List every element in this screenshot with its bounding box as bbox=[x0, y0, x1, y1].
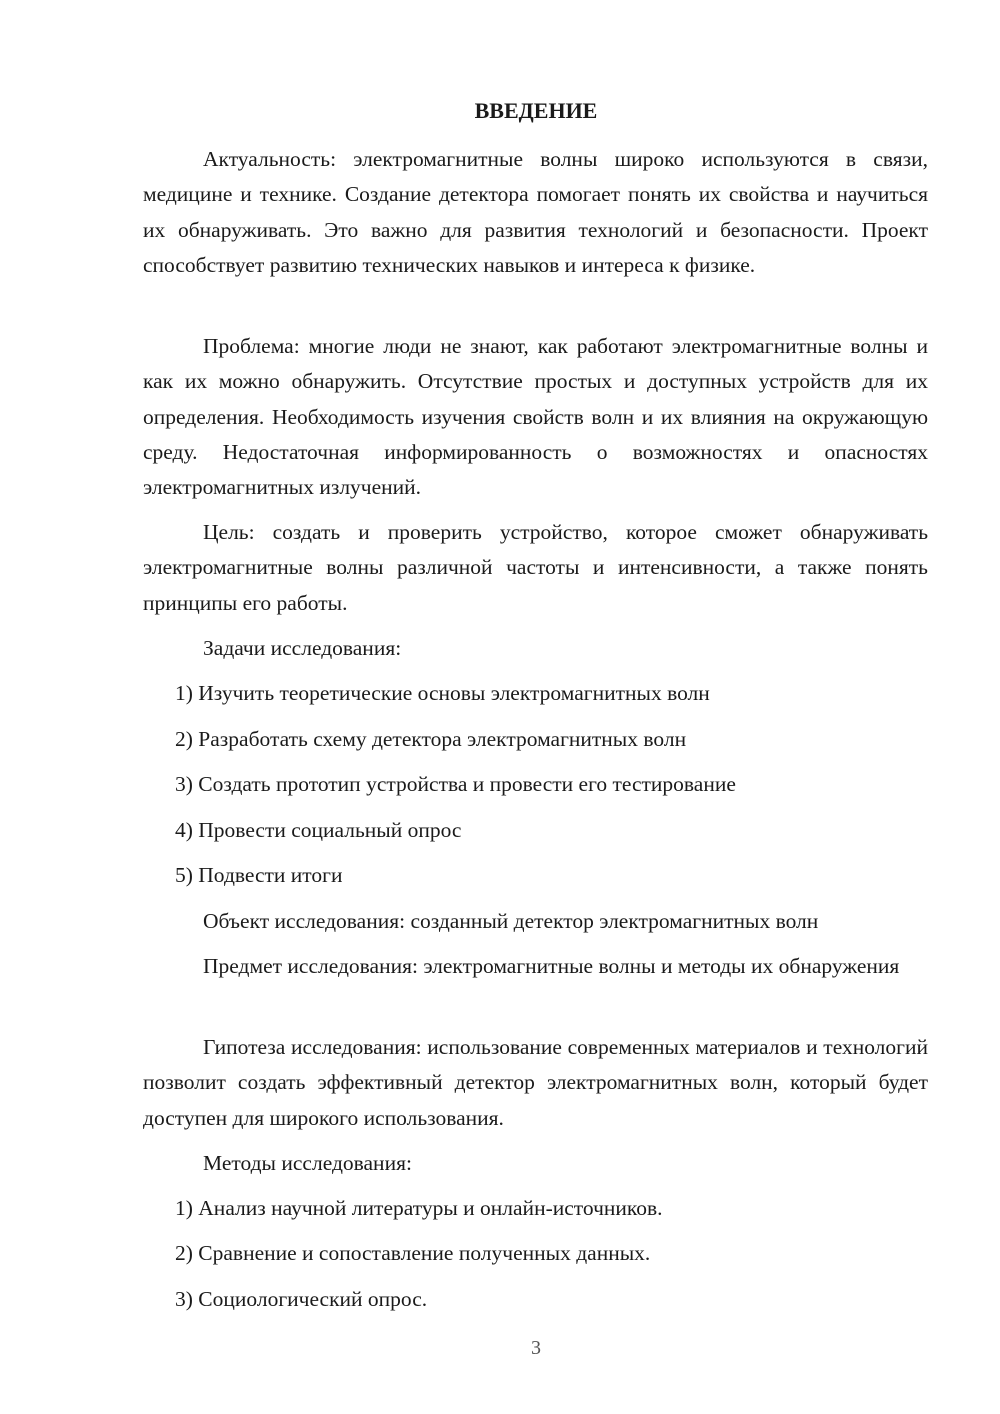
method-item: 1) Анализ научной литературы и онлайн-источников. bbox=[175, 1196, 663, 1220]
method-item: 2) Сравнение и сопоставление полученных данных. bbox=[175, 1241, 651, 1265]
tasks-heading: Задачи исследования: bbox=[203, 636, 402, 660]
page-number: 3 bbox=[531, 1337, 541, 1359]
task-item: 4) Провести социальный опрос bbox=[175, 818, 462, 842]
methods-heading: Методы исследования: bbox=[203, 1151, 412, 1175]
problem-paragraph: Проблема: многие люди не знают, как работают электромагнитные волны и как их можно обнаружить. Отсутствие простых и доступных устройств для их определения. Необходимость изучения свойств волн и их влияния на окружающую среду. Недостаточная информированность о возможностях и опасностях электромагнитных излучений. bbox=[143, 334, 928, 500]
hypothesis-paragraph: Гипотеза исследования: использование современных материалов и технологий позволит создать эффективный детектор электромагнитных волн, который будет доступен для широкого использования. bbox=[143, 1035, 928, 1130]
relevance-paragraph: Актуальность: электромагнитные волны широко используются в связи, медицине и технике. Создание детектора помогает понять их свойства и научиться их обнаруживать. Это важно для развития технологий и безопасности. Проект способствует развитию технических навыков и интереса к физике. bbox=[143, 147, 928, 277]
subject-paragraph: Предмет исследования: электромагнитные волны и методы их обнаружения bbox=[203, 954, 900, 978]
goal-paragraph: Цель: создать и проверить устройство, которое сможет обнаруживать электромагнитные волны различной частоты и интенсивности, а также понять принципы его работы. bbox=[143, 520, 928, 615]
task-item: 1) Изучить теоретические основы электромагнитных волн bbox=[175, 681, 710, 705]
page-title: ВВЕДЕНИЕ bbox=[474, 98, 598, 123]
object-paragraph: Объект исследования: созданный детектор электромагнитных волн bbox=[203, 909, 819, 933]
method-item: 3) Социологический опрос. bbox=[175, 1287, 428, 1311]
task-item: 3) Создать прототип устройства и провести его тестирование bbox=[175, 772, 736, 796]
task-item: 2) Разработать схему детектора электромагнитных волн bbox=[175, 727, 687, 751]
task-item: 5) Подвести итоги bbox=[175, 863, 343, 887]
